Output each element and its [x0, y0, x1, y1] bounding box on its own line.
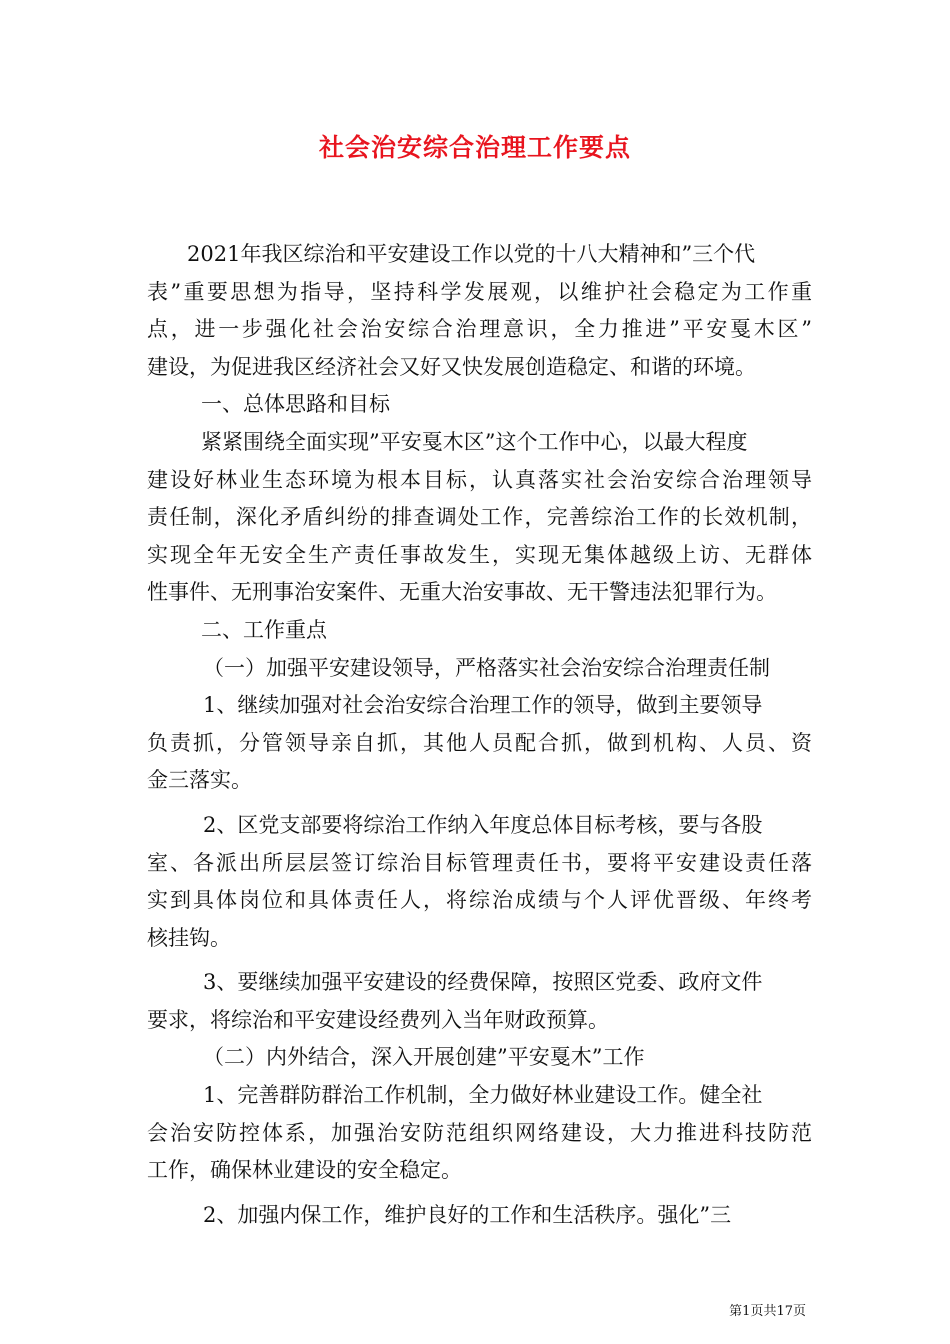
paragraph-line: 2、加强内保工作，维护良好的工作和生活秩序。强化”三: [203, 1202, 732, 1227]
paragraph-line: 紧紧围绕全面实现”平安戛木区”这个工作中心，以最大程度: [201, 429, 748, 454]
subsection-heading: （二）内外结合，深入开展创建”平安戛木”工作: [203, 1045, 645, 1070]
paragraph-line: 建设好林业生态环境为根本目标，认真落实社会治安综合治理领导: [147, 467, 812, 492]
paragraph-line: 要求，将综治和平安建设经费列入当年财政预算。: [147, 1007, 609, 1032]
paragraph-line: 实现全年无安全生产责任事故发生，实现无集体越级上访、无群体: [147, 542, 812, 567]
paragraph-line: 建设，为促进我区经济社会又好又快发展创造稳定、和谐的环境。: [147, 354, 756, 379]
subsection-heading: （一）加强平安建设领导，严格落实社会治安综合治理责任制: [203, 655, 770, 680]
paragraph-line: 性事件、无刑事治安案件、无重大治安事故、无干警违法犯罪行为。: [147, 580, 777, 605]
section-heading: 一、总体思路和目标: [201, 392, 390, 417]
paragraph-line: 工作，确保林业建设的安全稳定。: [147, 1158, 462, 1183]
document-body: [147, 236, 812, 1234]
paragraph-line: 3、要继续加强平安建设的经费保障，按照区党委、政府文件: [203, 970, 763, 995]
paragraph-line: 核挂钩。: [147, 925, 231, 950]
paragraph-line: 实到具体岗位和具体责任人，将综治成绩与个人评优晋级、年终考: [147, 888, 812, 913]
paragraph-line: 表”重要思想为指导，坚持科学发展观，以维护社会稳定为工作重: [147, 279, 812, 304]
paragraph-line: 1、继续加强对社会治安综合治理工作的领导，做到主要领导: [203, 693, 763, 718]
document-title: 社会治安综合治理工作要点: [318, 133, 631, 162]
paragraph-line: 会治安防控体系，加强治安防范组织网络建设，大力推进科技防范: [147, 1120, 812, 1145]
section-heading: 二、工作重点: [201, 617, 327, 642]
paragraph-line: 1、完善群防群治工作机制，全力做好林业建设工作。健全社: [203, 1083, 763, 1108]
page-number: 第1页共17页: [729, 1304, 806, 1319]
paragraph-line: 2、区党支部要将综治工作纳入年度总体目标考核，要与各股: [203, 812, 763, 837]
paragraph-line: 2021年我区综治和平安建设工作以党的十八大精神和”三个代: [187, 242, 756, 266]
paragraph-line: 金三落实。: [147, 768, 252, 793]
paragraph-line: 点，进一步强化社会治安综合治理意识，全力推进”平安戛木区”: [147, 317, 812, 342]
paragraph-line: 室、各派出所层层签订综治目标管理责任书，要将平安建设责任落: [147, 850, 812, 875]
paragraph-line: 责任制，深化矛盾纠纷的排查调处工作，完善综治工作的长效机制，: [147, 505, 812, 530]
paragraph-line: 负责抓，分管领导亲自抓，其他人员配合抓，做到机构、人员、资: [147, 730, 812, 755]
